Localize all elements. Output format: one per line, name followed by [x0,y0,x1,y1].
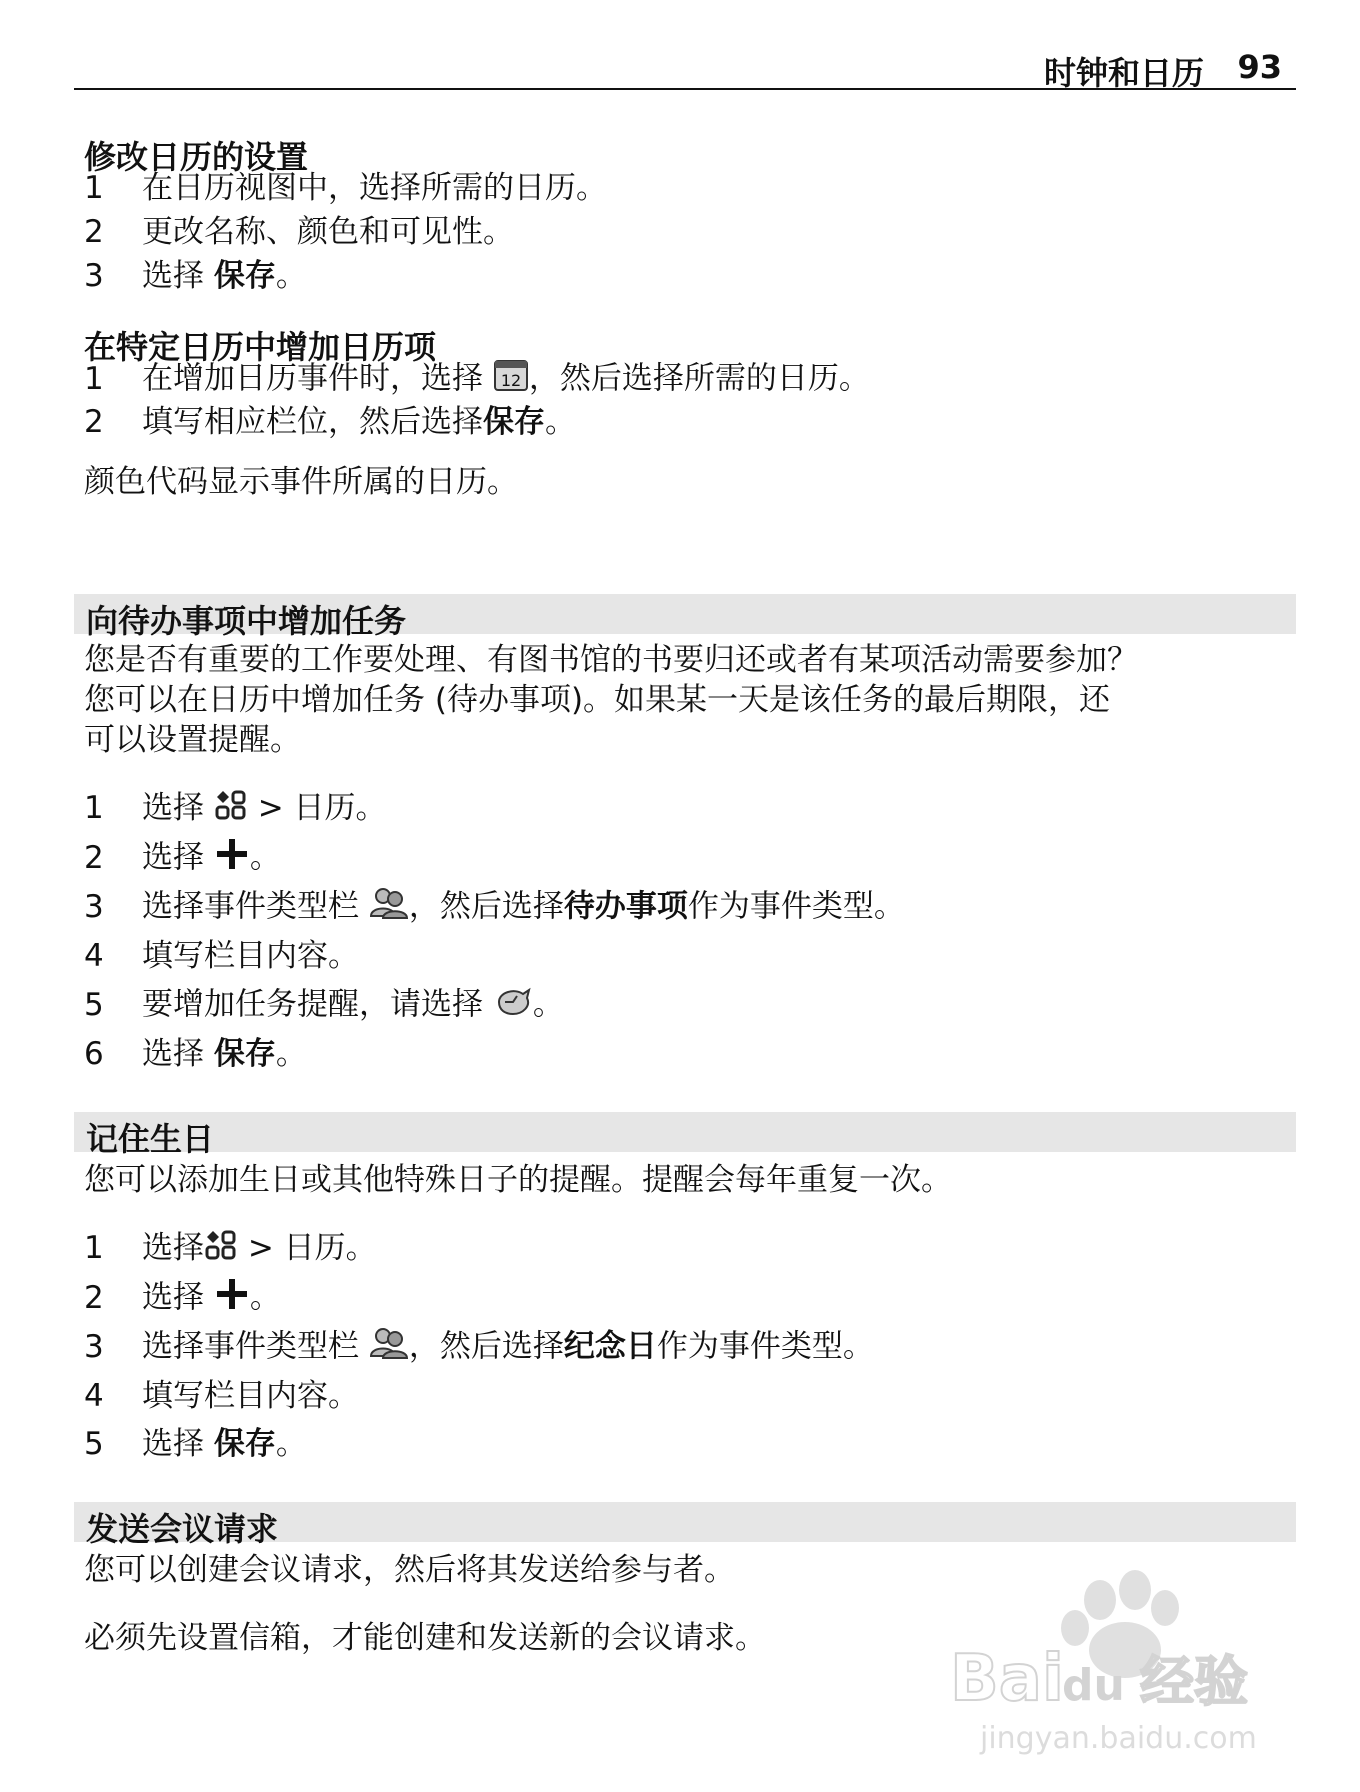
heading-modify-settings: 修改日历的设置 [84,138,309,176]
step-item: 1 选择 > 日历。 [84,788,387,831]
step-item: 4 填写栏目内容。 [84,1378,359,1414]
heading-add-task: 向待办事项中增加任务 [86,602,407,640]
step-item: 3 选择 保存。 [84,258,307,294]
section-bar-meeting [74,1502,1296,1548]
svg-text:Bai: Bai [950,1642,1064,1716]
step-item: 1 在增加日历事件时，选择 12 ，然后选择所需的日历。 [84,358,870,402]
step-item: 2 填写相应栏位，然后选择保存。 [84,404,576,440]
page-header [74,44,1296,90]
people-icon [369,886,409,930]
step-item: 2 更改名称、颜色和可见性。 [84,214,514,250]
heading-birthday: 记住生日 [86,1120,215,1158]
step-item: 2 选择 。 [84,836,281,882]
baidu-watermark [950,1560,1280,1760]
meeting-para-2: 必须先设置信箱，才能创建和发送新的会议请求。 [84,1620,766,1656]
plus-icon [214,836,250,882]
menu-icon [214,789,248,831]
step-item: 1 选择 > 日历。 [84,1228,377,1271]
svg-text:jingyan.baidu.com: jingyan.baidu.com [980,1721,1257,1756]
task-intro-line-3: 可以设置提醒。 [84,722,301,758]
heading-meeting-request: 发送会议请求 [86,1510,279,1548]
paw-icon [950,1560,1280,1760]
step-item: 2 选择 。 [84,1276,281,1322]
svg-text:12: 12 [500,371,522,390]
page-number: 93 [1237,48,1282,86]
section-bar-birthday [74,1112,1296,1158]
plus-icon [214,1276,250,1322]
alarm-icon [493,984,533,1028]
meeting-para-1: 您可以创建会议请求，然后将其发送给参与者。 [84,1552,735,1588]
task-intro-line-1: 您是否有重要的工作要处理、有图书馆的书要归还或者有某项活动需要参加？ [84,642,1138,678]
people-icon [369,1326,409,1370]
step-item: 4 填写栏目内容。 [84,938,359,974]
calendar-icon [493,358,529,402]
step-item: 3 选择事件类型栏 ，然后选择纪念日作为事件类型。 [84,1326,874,1370]
step-item: 3 选择事件类型栏 ，然后选择待办事项作为事件类型。 [84,886,905,930]
step-item: 5 选择 保存。 [84,1426,307,1462]
heading-add-calendar-entry: 在特定日历中增加日历项 [84,328,437,366]
step-item: 5 要增加任务提醒，请选择 。 [84,984,564,1028]
header-title: 时钟和日历 [1043,54,1204,92]
svg-text:经验: 经验 [1140,1650,1248,1713]
menu-icon [204,1229,238,1271]
svg-text:du: du [1062,1660,1125,1711]
color-code-note: 颜色代码显示事件所属的日历。 [84,464,518,500]
birthday-intro: 您可以添加生日或其他特殊日子的提醒。提醒会每年重复一次。 [84,1162,952,1198]
section-bar-tasks [74,594,1296,640]
step-item: 1 在日历视图中，选择所需的日历。 [84,170,607,206]
task-intro-line-2: 您可以在日历中增加任务 (待办事项)。如果某一天是该任务的最后期限，还 [84,682,1111,718]
step-item: 6 选择 保存。 [84,1036,307,1072]
